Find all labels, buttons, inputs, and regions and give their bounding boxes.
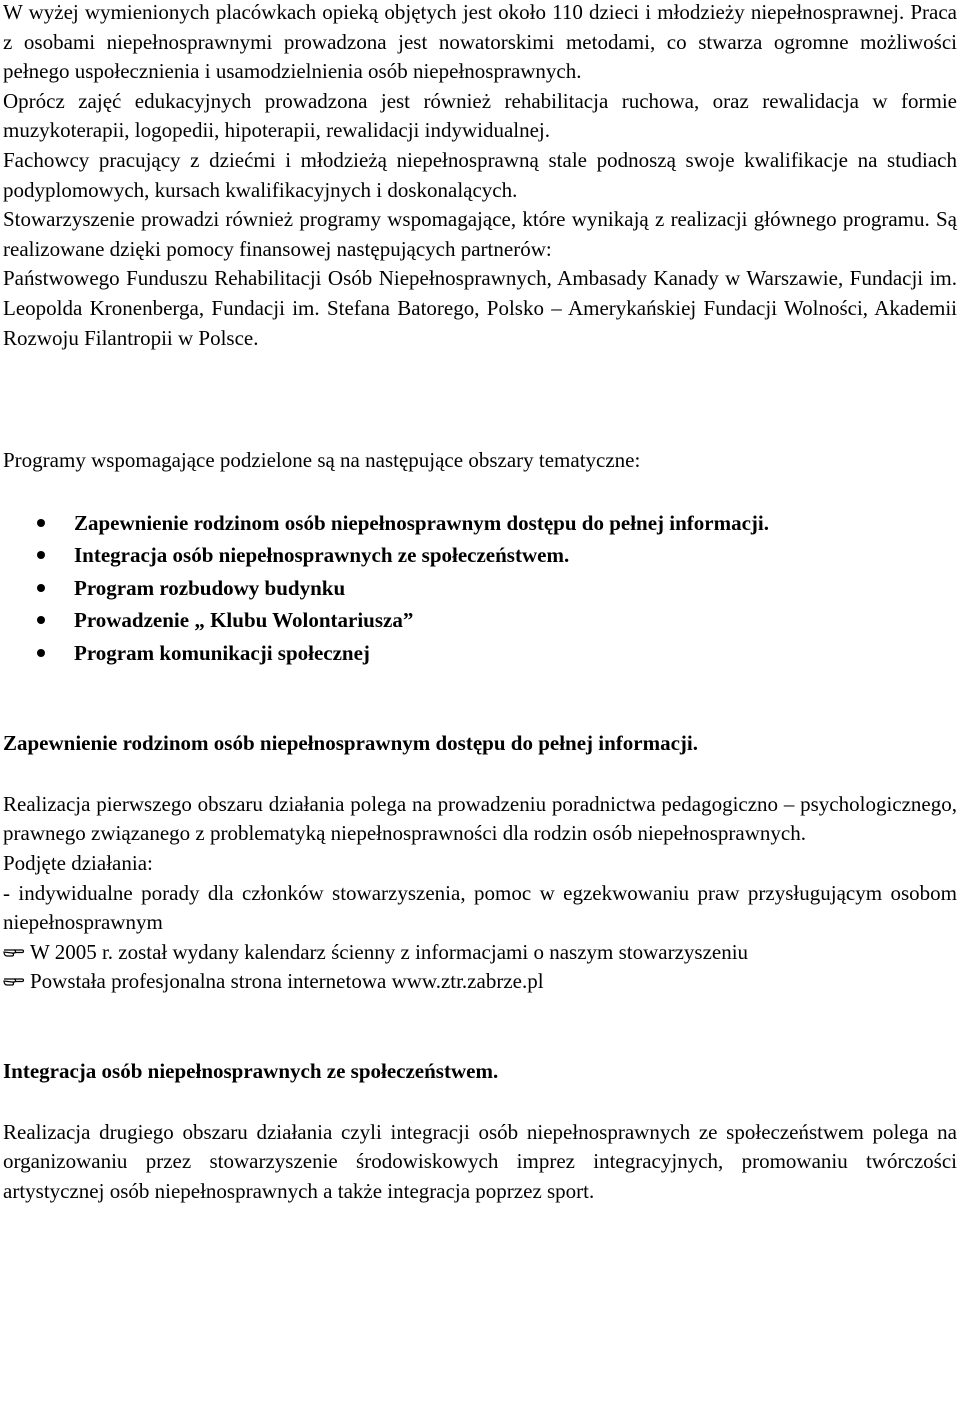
hand-pointer-icon bbox=[3, 974, 25, 988]
list-item-text: Program komunikacji społecznej bbox=[74, 640, 370, 665]
section-1-action-line: - indywidualne porady dla członków stowarzyszenia, pomoc w egzekwowaniu praw przysługującym osobom niepełnosprawnym bbox=[3, 880, 957, 935]
bullet-icon bbox=[37, 616, 45, 624]
intro-section bbox=[3, 0, 957, 353]
section-1-actions-label: Podjęte działania: bbox=[3, 851, 153, 875]
document-page bbox=[3, 0, 957, 1206]
bullet-icon bbox=[37, 519, 45, 527]
arrow-list-item bbox=[3, 938, 957, 968]
section-1-heading: Zapewnienie rodzinom osób niepełnosprawnym dostępu do pełnej informacji. bbox=[3, 731, 698, 756]
list-item bbox=[3, 507, 957, 540]
intro-paragraph-1: W wyżej wymienionych placówkach opieką objętych jest około 110 dzieci i młodzieży niepełnosprawnej. Praca z osobami niepełnosprawnymi prowadzona jest nowatorskimi metodami, co stwarza ogromne możliwości pełnego uspołecznienia i usamodzielnienia osób niepełnosprawnych. bbox=[3, 0, 957, 84]
intro-paragraph-3: Fachowcy pracujący z dziećmi i młodzieżą niepełnosprawną stale podnoszą swoje kwalifikacje na studiach podyplomowych, kursach kwalifikacyjnych i doskonalących. bbox=[3, 147, 957, 202]
section-2-description: Realizacja drugiego obszaru działania czyli integracji osób niepełnosprawnych ze społeczeństwem polega na organizowaniu przez stowarzyszenie środowiskowych imprez integracyjnych, promowaniu twórczości artystycznej osób niepełnosprawnych a także integracja poprzez sport. bbox=[3, 1119, 957, 1203]
list-item-text: Zapewnienie rodzinom osób niepełnosprawnym dostępu do pełnej informacji. bbox=[74, 510, 769, 535]
arrow-list-item-text: W 2005 r. został wydany kalendarz ścienny z informacjami o naszym stowarzyszeniu bbox=[30, 939, 749, 964]
bullet-icon bbox=[37, 551, 45, 559]
section-integration bbox=[3, 1057, 957, 1206]
arrow-list-item-text: Powstała profesjonalna strona internetowa www.ztr.zabrze.pl bbox=[30, 969, 544, 994]
programs-intro: Programy wspomagające podzielone są na następujące obszary tematyczne: bbox=[3, 448, 641, 473]
list-item-text: Integracja osób niepełnosprawnych ze społeczeństwem. bbox=[74, 543, 570, 568]
list-item bbox=[3, 604, 957, 637]
list-item bbox=[3, 637, 957, 670]
section-2-heading: Integracja osób niepełnosprawnych ze społeczeństwem. bbox=[3, 1058, 499, 1083]
section-1-description: Realizacja pierwszego obszaru działania polega na prowadzeniu poradnictwa pedagogiczno – psychologicznego, prawnego związanego z problematyką niepełnosprawności dla rodzin osób niepełnosprawnych. bbox=[3, 791, 957, 846]
program-areas-list bbox=[3, 507, 957, 670]
list-item bbox=[3, 572, 957, 605]
list-item bbox=[3, 539, 957, 572]
intro-paragraph-4: Stowarzyszenie prowadzi również programy wspomagające, które wynikają z realizacji głównego programu. Są realizowane dzięki pomocy finansowej następujących partnerów: bbox=[3, 207, 957, 261]
intro-paragraph-5: Państwowego Funduszu Rehabilitacji Osób Niepełnosprawnych, Ambasady Kanady w Warszawie, Fundacji im. Leopolda Kronenberga, Fundacji im. Stefana Batorego, Polsko – Amerykańskiej Fundacji Wolności, Akademii Rozwoju Filantropii w Polsce. bbox=[3, 266, 957, 350]
list-item-text: Prowadzenie „ Klubu Wolontariusza” bbox=[74, 608, 414, 633]
hand-pointer-icon bbox=[3, 945, 25, 959]
list-item-text: Program rozbudowy budynku bbox=[74, 575, 346, 600]
arrow-list-item bbox=[3, 967, 957, 997]
bullet-icon bbox=[37, 649, 45, 657]
section-information bbox=[3, 729, 957, 997]
bullet-icon bbox=[37, 584, 45, 592]
intro-paragraph-2: Oprócz zajęć edukacyjnych prowadzona jest również rehabilitacja ruchowa, oraz rewalidacja w formie muzykoterapii, logopedii, hipoterapii, rewalidacji indywidualnej. bbox=[3, 88, 957, 143]
